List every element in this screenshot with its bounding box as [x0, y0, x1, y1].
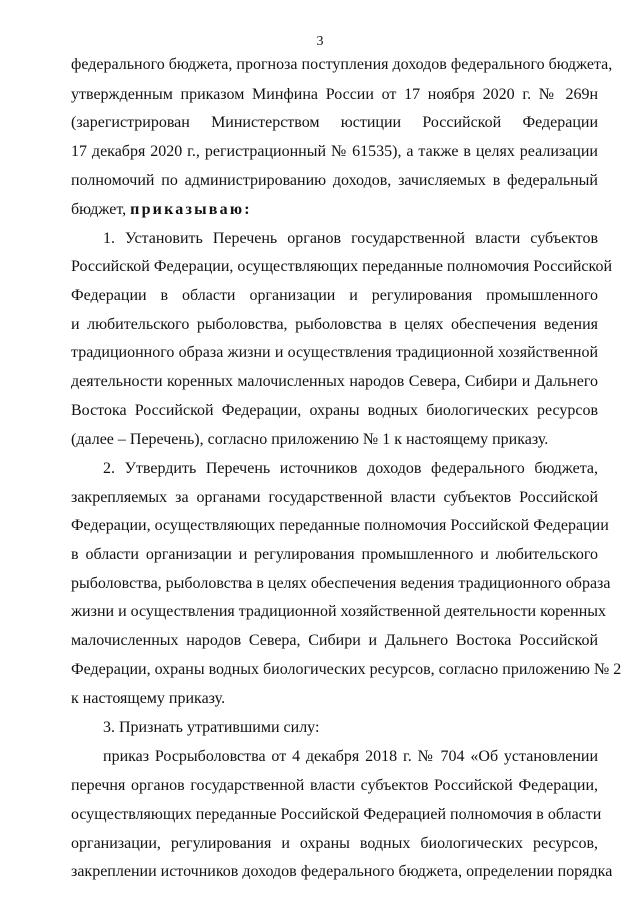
text-line: утвержденным приказом Минфина России от 17 ноября 2020 г. № 269н [71, 86, 598, 103]
paragraph-2-start: 2. Утвердить Перечень источников доходов федерального бюджета, [103, 460, 598, 477]
text-line: перечня органов государственной власти субъектов Российской Федерации, [71, 777, 598, 794]
text-line: организации, регулирования и охраны водных биологических ресурсов, [71, 835, 598, 852]
order-keyword: приказываю: [130, 201, 252, 218]
text-line: рыболовства, рыболовства в целях обеспечения ведения традиционного образа [71, 575, 611, 592]
text-line: жизни и осуществления традиционной хозяйственной деятельности коренных [71, 603, 607, 620]
text-line: малочисленных народов Севера, Сибири и Дальнего Востока Российской [71, 632, 598, 649]
text-line: Федерации, охраны водных биологических ресурсов, согласно приложению № 2 [71, 661, 622, 678]
page-number: 3 [316, 34, 324, 49]
text-line: закреплении источников доходов федерального бюджета, определении порядка [71, 863, 613, 880]
text-line: осуществляющих переданные Российской Федерацией полномочия в области [71, 806, 602, 823]
text-line: полномочий по администрированию доходов, зачисляемых в федеральный [71, 172, 598, 189]
text-line: в области организации и регулирования промышленного и любительского [71, 546, 598, 563]
text-line: Российской Федерации, осуществляющих переданные полномочия Российской [71, 258, 613, 275]
text-line: (далее – Перечень), согласно приложению № 1 к настоящему приказу. [71, 431, 549, 448]
text-line: (зарегистрирован Министерством юстиции Российской Федерации [71, 114, 598, 131]
text-line: закрепляемых за органами государственной власти субъектов Российской [71, 489, 598, 506]
paragraph-1-start: 1. Установить Перечень органов государственной власти субъектов [103, 230, 598, 247]
text-line: к настоящему приказу. [71, 690, 226, 707]
text-line: Востока Российской Федерации, охраны водных биологических ресурсов [71, 402, 598, 419]
text-line: Федерации в области организации и регулирования промышленного [71, 287, 598, 304]
text-line: федерального бюджета, прогноза поступления доходов федерального бюджета, [71, 56, 613, 73]
text-line: традиционного образа жизни и осуществления традиционной хозяйственной [71, 344, 598, 361]
order-line [71, 200, 598, 220]
paragraph-3-start: 3. Признать утратившими силу: [103, 719, 320, 736]
text-line: Федерации, осуществляющих переданные полномочия Российской Федерации [71, 517, 609, 534]
paragraph-4-start: приказ Росрыболовства от 4 декабря 2018 г. № 704 «Об установлении [103, 748, 598, 765]
text-line: деятельности коренных малочисленных народов Севера, Сибири и Дальнего [71, 373, 598, 390]
order-line-prefix: бюджет, [71, 201, 131, 218]
text-line: и любительского рыболовства, рыболовства в целях обеспечения ведения [71, 316, 598, 333]
text-line: 17 декабря 2020 г., регистрационный № 61535), а также в целях реализации [71, 143, 598, 160]
